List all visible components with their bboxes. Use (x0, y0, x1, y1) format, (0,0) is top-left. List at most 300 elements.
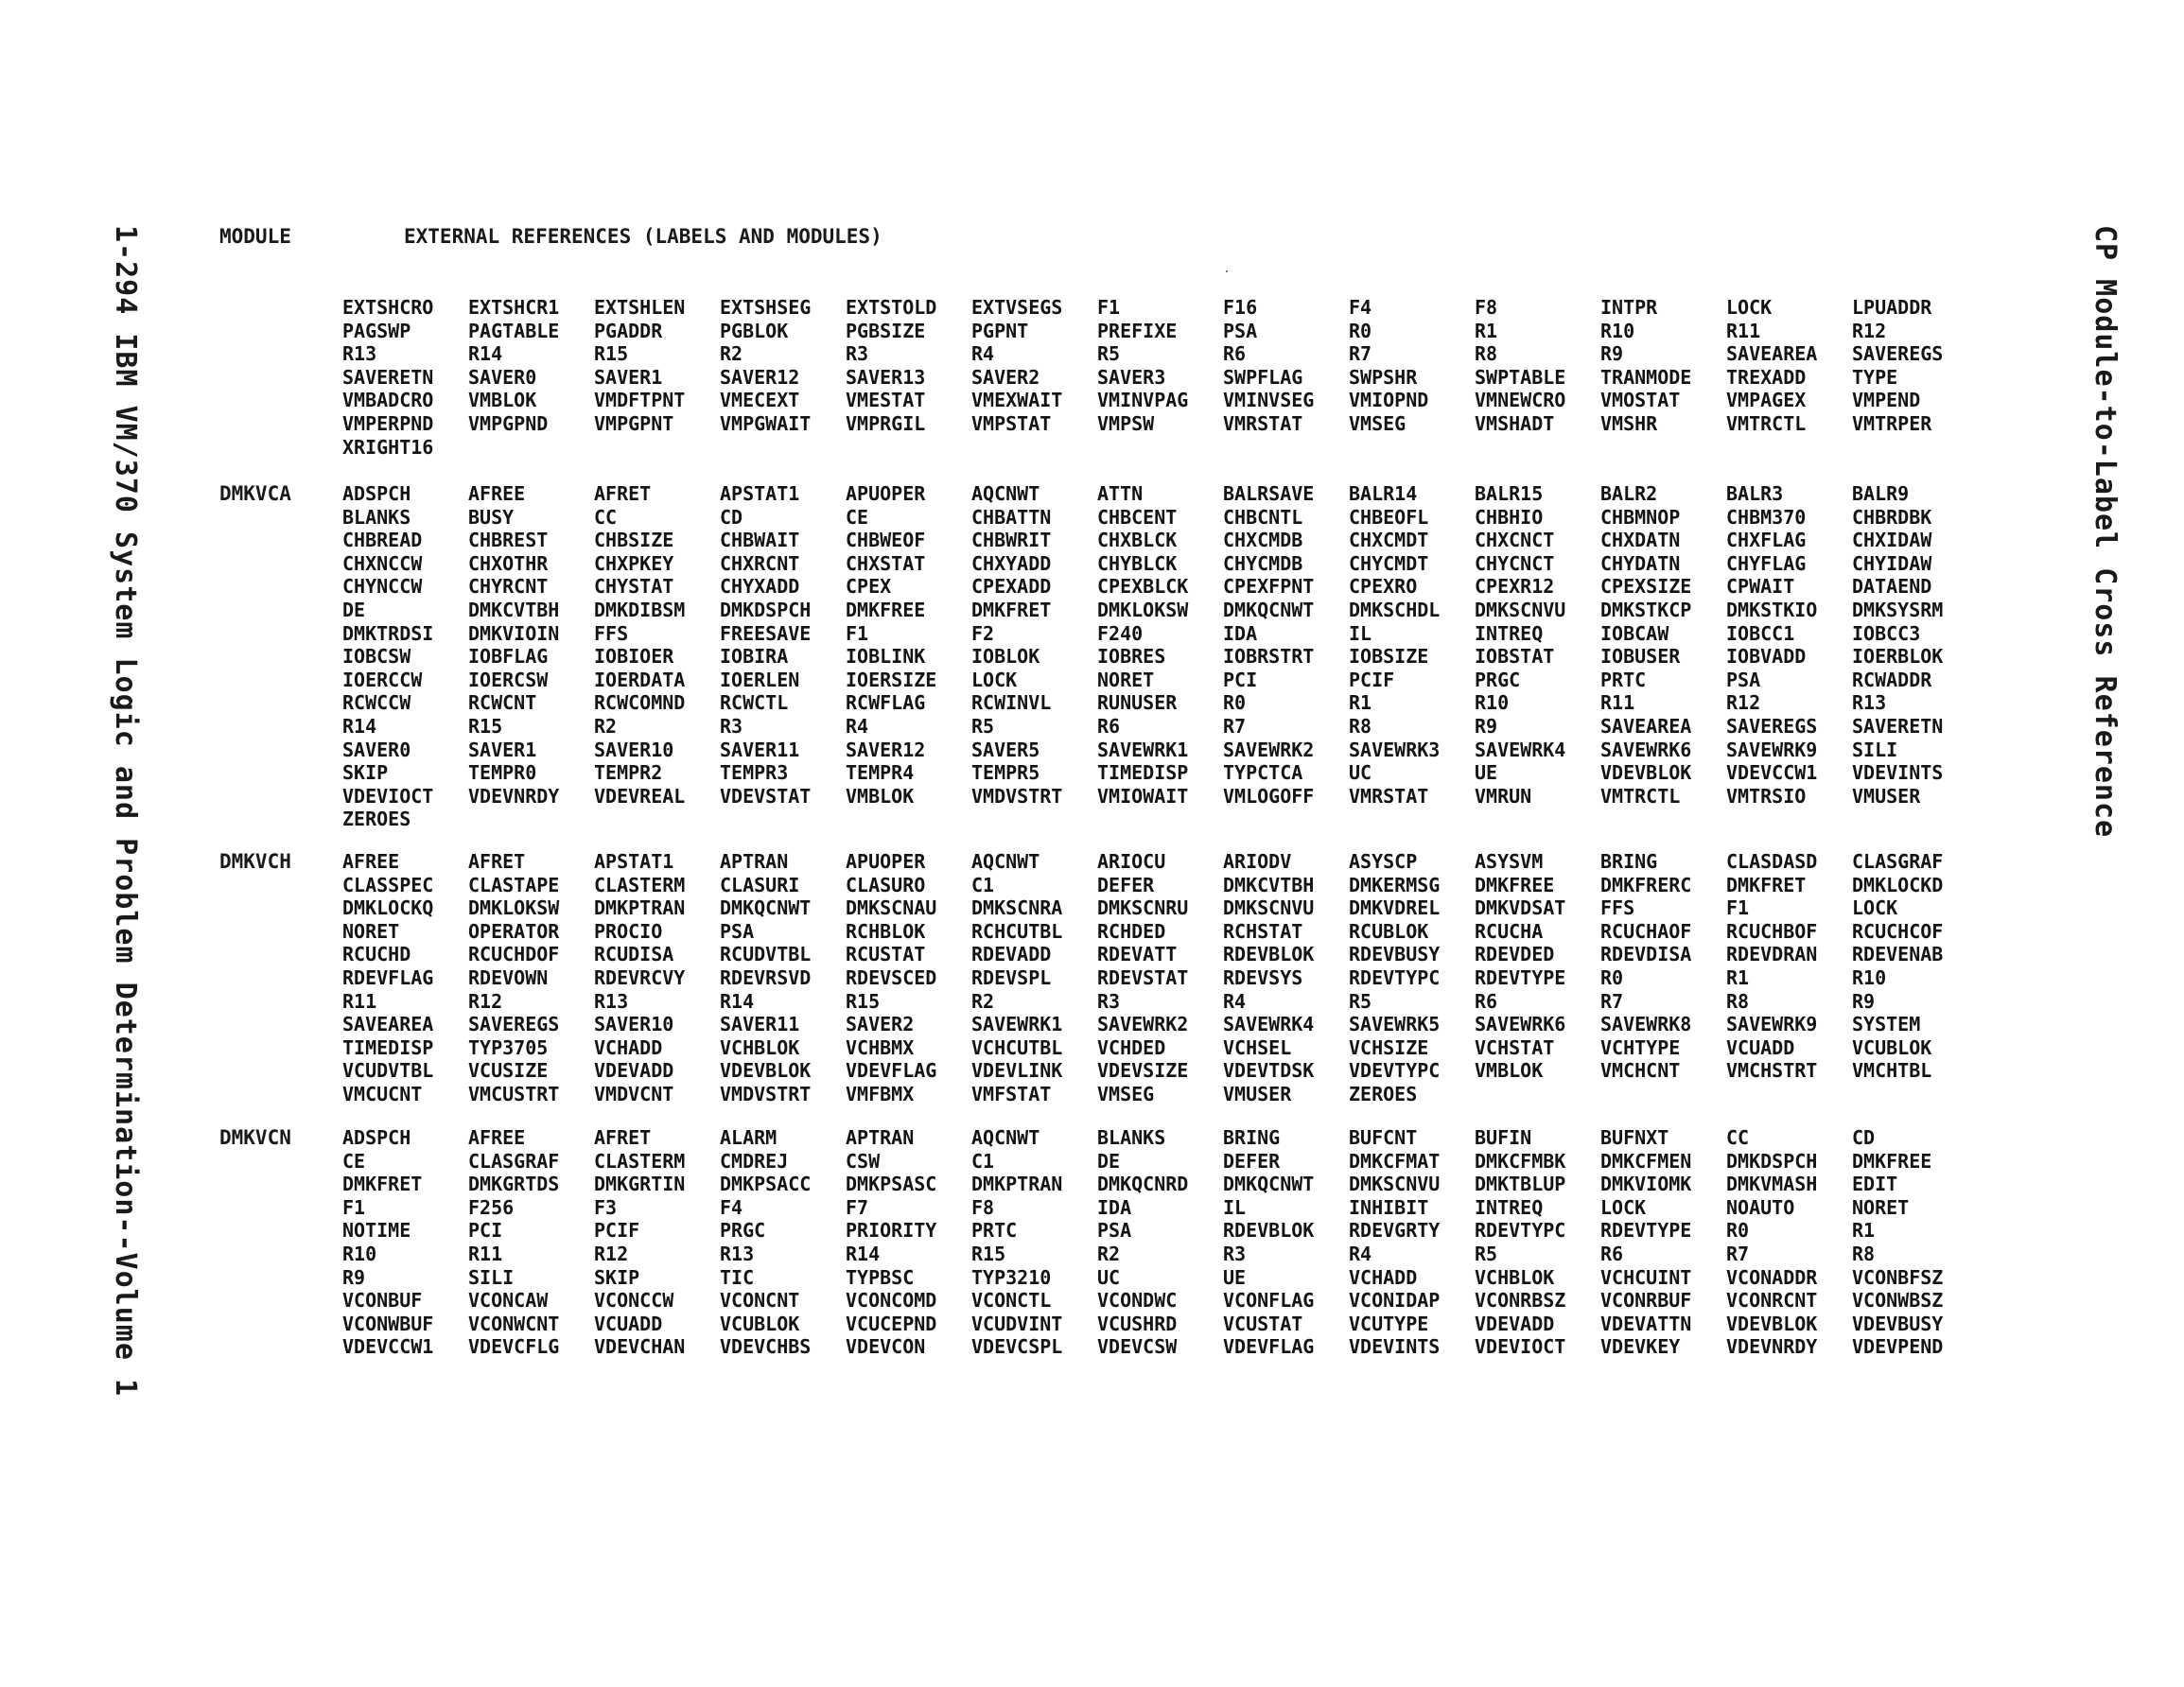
reference-label: R13 (1852, 691, 1887, 715)
reference-label: DMKCVTBH (1223, 873, 1315, 896)
reference-label: VCONBUF (342, 1289, 423, 1313)
reference-label: SAVEAREA (1600, 714, 1692, 738)
reference-label: DMKSCNAU (846, 896, 937, 920)
reference-label: DMKPSASC (846, 1173, 937, 1196)
reference-label: DMKSCNRA (971, 896, 1063, 920)
reference-label: R8 (1349, 714, 1372, 738)
reference-label: SWPFLAG (1223, 365, 1303, 389)
reference-label: R3 (720, 714, 743, 738)
reference-label: AFREE (342, 850, 400, 873)
reference-label: BLANKS (342, 505, 411, 529)
reference-label: SAVER3 (1097, 365, 1166, 389)
reference-label: SAVEWRK4 (1223, 1013, 1315, 1036)
reference-label: CHYNCCW (342, 575, 423, 599)
reference-label: CLASGRAF (468, 1149, 560, 1173)
reference-label: TIMEDISP (1097, 761, 1189, 785)
reference-label: APTRAN (846, 1126, 915, 1149)
reference-label: R6 (1097, 714, 1121, 738)
reference-label: PSA (1097, 1219, 1132, 1243)
reference-label: DMKVMASH (1726, 1173, 1818, 1196)
reference-label: R15 (468, 714, 503, 738)
reference-label: CHXPKEY (594, 551, 674, 575)
reference-label: TREXADD (1726, 365, 1807, 389)
reference-label: RDEVBUSY (1349, 943, 1441, 966)
reference-label: SAVER0 (468, 365, 537, 389)
reference-label: SKIP (342, 761, 389, 785)
reference-label: RDEVBLOK (1223, 1219, 1315, 1243)
reference-label: VMPRGIL (846, 411, 926, 435)
reference-label: R15 (971, 1242, 1006, 1265)
reference-label: RUNUSER (1097, 691, 1178, 715)
reference-label: ZEROES (342, 808, 411, 831)
reference-label: VCUADD (1726, 1035, 1795, 1059)
reference-label: VCUTYPE (1349, 1312, 1429, 1335)
reference-label: R11 (342, 989, 377, 1013)
reference-label: DMKFREE (846, 598, 926, 621)
reference-label: INTREQ (1475, 1195, 1544, 1219)
reference-label: RCWFLAG (846, 691, 926, 715)
reference-label: DMKVIOIN (468, 621, 560, 645)
reference-label: SAVER11 (720, 738, 800, 761)
reference-label: RDEVTYPC (1349, 965, 1441, 989)
reference-label: SAVEWRK6 (1475, 1013, 1566, 1036)
reference-label: DMKPSACC (720, 1173, 812, 1196)
reference-label: CLASURI (720, 873, 800, 896)
reference-label: F3 (594, 1195, 618, 1219)
reference-label: VDEVTDSK (1223, 1059, 1315, 1083)
reference-label: VDEVNRDY (468, 784, 560, 808)
reference-label: IOBLOK (971, 645, 1040, 669)
reference-label: BRING (1600, 850, 1658, 873)
reference-label: BALR9 (1852, 482, 1910, 505)
reference-label: R14 (342, 714, 377, 738)
reference-label: CPEXBLCK (1097, 575, 1189, 599)
reference-label: VCONWCNT (468, 1312, 560, 1335)
reference-label: PCI (468, 1219, 503, 1243)
reference-label: ADSPCH (342, 482, 411, 505)
reference-label: SAVER12 (720, 365, 800, 389)
reference-label: CHBWAIT (720, 529, 800, 552)
reference-label: TYPBSC (846, 1265, 915, 1289)
reference-label: VCHSEL (1223, 1035, 1292, 1059)
reference-label: VCUDVTBL (342, 1059, 434, 1083)
reference-label: VCUBLOK (1852, 1035, 1932, 1059)
reference-label: R0 (1223, 691, 1247, 715)
reference-label: DMKCFMEN (1600, 1149, 1692, 1173)
reference-label: PAGTABLE (468, 319, 560, 342)
reference-label: PSA (720, 919, 755, 943)
reference-label: ASYSVM (1475, 850, 1544, 873)
reference-label: R5 (1475, 1242, 1498, 1265)
reference-label: BUSY (468, 505, 515, 529)
reference-label: VDEVNRDY (1726, 1335, 1818, 1359)
reference-label: EXTSHCRO (342, 296, 434, 319)
reference-label: R12 (1726, 691, 1761, 715)
reference-label: VMIOWAIT (1097, 784, 1189, 808)
reference-label: SAVEREGS (1852, 342, 1944, 366)
reference-label: RCWADDR (1852, 668, 1932, 691)
reference-label: UC (1349, 761, 1372, 785)
reference-label: PRGC (720, 1219, 766, 1243)
reference-label: DMKFRET (342, 1173, 423, 1196)
reference-label: R10 (1475, 691, 1510, 715)
reference-label: SAVEWRK3 (1349, 738, 1441, 761)
reference-label: DMKVDREL (1349, 896, 1441, 920)
reference-label: TEMPR4 (846, 761, 915, 785)
reference-label: R6 (1600, 1242, 1624, 1265)
reference-label: SAVER1 (594, 365, 663, 389)
reference-label: RDEVSPL (971, 965, 1052, 989)
reference-label: VDEVSIZE (1097, 1059, 1189, 1083)
reference-label: R15 (846, 989, 881, 1013)
reference-label: SAVEREGS (468, 1013, 560, 1036)
reference-label: VCONCTL (971, 1289, 1052, 1313)
reference-label: NOAUTO (1726, 1195, 1795, 1219)
reference-label: R4 (971, 342, 995, 366)
reference-label: TIC (720, 1265, 755, 1289)
reference-label: VMPGPND (468, 411, 549, 435)
reference-label: SAVEWRK1 (1097, 738, 1189, 761)
reference-label: LOCK (971, 668, 1018, 691)
reference-label: CLASTERM (594, 1149, 686, 1173)
reference-label: IOBRES (1097, 645, 1166, 669)
reference-label: VCHSIZE (1349, 1035, 1429, 1059)
reference-label: VCONDWC (1097, 1289, 1178, 1313)
reference-label: CHBHIO (1475, 505, 1544, 529)
reference-label: VMDVSTRT (720, 1082, 812, 1105)
reference-label: SAVEREGS (1726, 714, 1818, 738)
reference-label: VMLOGOFF (1223, 784, 1315, 808)
reference-label: R5 (971, 714, 995, 738)
reference-label: VMBLOK (1475, 1059, 1544, 1083)
reference-label: PGPNT (971, 319, 1029, 342)
reference-label: BRING (1223, 1126, 1281, 1149)
reference-label: VCHADD (1349, 1265, 1418, 1289)
references-grid (342, 1126, 1978, 1359)
reference-label: RCUCHD (342, 943, 411, 966)
reference-label: R2 (594, 714, 618, 738)
reference-label: APUOPER (846, 850, 926, 873)
reference-label: EDIT (1852, 1173, 1898, 1196)
reference-label: RDEVATT (1097, 943, 1178, 966)
reference-label: R4 (846, 714, 869, 738)
reference-label: VCONCOMD (846, 1289, 937, 1313)
reference-label: UC (1097, 1265, 1121, 1289)
reference-label: R0 (1349, 319, 1372, 342)
reference-label: IOERLEN (720, 668, 800, 691)
reference-label: RCUDISA (594, 943, 674, 966)
reference-label: DMKPTRAN (971, 1173, 1063, 1196)
references-grid (342, 482, 1978, 831)
reference-label: PRIORITY (846, 1219, 937, 1243)
reference-label: SAVER2 (971, 365, 1040, 389)
reference-label: VMDVCNT (594, 1082, 674, 1105)
reference-label: DMKFRET (971, 598, 1052, 621)
reference-label: SAVEWRK6 (1600, 738, 1692, 761)
reference-label: R5 (1349, 989, 1372, 1013)
reference-label: DMKCVTBH (468, 598, 560, 621)
reference-label: VDEVREAL (594, 784, 686, 808)
reference-label: PGBSIZE (846, 319, 926, 342)
reference-label: R8 (1475, 342, 1498, 366)
reference-label: SWPTABLE (1475, 365, 1566, 389)
reference-label: R11 (1726, 319, 1761, 342)
reference-label: CHYDATN (1600, 551, 1681, 575)
reference-label: SAVER10 (594, 1013, 674, 1036)
reference-label: EXTSHCR1 (468, 296, 560, 319)
reference-label: VCUDVINT (971, 1312, 1063, 1335)
reference-label: SILI (1852, 738, 1898, 761)
reference-label: ATTN (1097, 482, 1144, 505)
reference-label: VDEVINTS (1349, 1335, 1441, 1359)
module-name: DMKVCA (219, 482, 291, 505)
reference-label: CHYXADD (720, 575, 800, 599)
reference-label: BUFNXT (1600, 1126, 1669, 1149)
reference-label: R10 (1852, 965, 1887, 989)
reference-label: CHXCMDT (1349, 529, 1429, 552)
reference-label: VMNEWCRO (1475, 389, 1566, 412)
reference-label: DMKQCNWT (1223, 598, 1315, 621)
reference-label: IOERBLOK (1852, 645, 1944, 669)
reference-label: CC (1726, 1126, 1750, 1149)
reference-label: VCONWBSZ (1852, 1289, 1944, 1313)
reference-label: PAGSWP (342, 319, 411, 342)
reference-label: VDEVCFLG (468, 1335, 560, 1359)
reference-label: VMBLOK (468, 389, 537, 412)
reference-label: SAVER12 (846, 738, 926, 761)
reference-label: DMKFREE (1852, 1149, 1932, 1173)
reference-label: VCHBMX (846, 1035, 915, 1059)
reference-label: DMKQCNWT (720, 896, 812, 920)
reference-label: CHBSIZE (594, 529, 674, 552)
reference-label: VMIOPND (1349, 389, 1429, 412)
reference-label: UE (1223, 1265, 1247, 1289)
reference-label: IOBCAW (1600, 621, 1669, 645)
reference-label: CPEXSIZE (1600, 575, 1692, 599)
reference-label: R8 (1852, 1242, 1876, 1265)
reference-label: IOERDATA (594, 668, 686, 691)
reference-label: R10 (342, 1242, 377, 1265)
reference-label: BLANKS (1097, 1126, 1166, 1149)
reference-label: VCUCEPND (846, 1312, 937, 1335)
reference-label: VDEVADD (1475, 1312, 1555, 1335)
reference-label: CHXOTHR (468, 551, 549, 575)
reference-label: VCONFLAG (1223, 1289, 1315, 1313)
reference-label: DATAEND (1852, 575, 1932, 599)
reference-label: RDEVENAB (1852, 943, 1944, 966)
reference-label: RCHSTAT (1223, 919, 1303, 943)
reference-label: VDEVPEND (1852, 1335, 1944, 1359)
reference-label: CLASTERM (594, 873, 686, 896)
reference-label: VCUSTAT (1223, 1312, 1303, 1335)
reference-label: SAVEWRK2 (1223, 738, 1315, 761)
reference-label: R14 (468, 342, 503, 366)
reference-label: CHBEOFL (1349, 505, 1429, 529)
reference-label: FREESAVE (720, 621, 812, 645)
reference-label: F1 (846, 621, 869, 645)
reference-label: DMKTRDSI (342, 621, 434, 645)
reference-label: RDEVTYPC (1475, 1219, 1566, 1243)
reference-label: SAVEWRK5 (1349, 1013, 1441, 1036)
reference-label: DE (342, 598, 366, 621)
reference-label: R15 (594, 342, 629, 366)
reference-label: VMESTAT (846, 389, 926, 412)
reference-label: R2 (1097, 1242, 1121, 1265)
reference-label: VMCHCNT (1600, 1059, 1681, 1083)
reference-label: R4 (1223, 989, 1247, 1013)
reference-label: LOCK (1726, 296, 1773, 319)
reference-label: RCHDED (1097, 919, 1166, 943)
reference-label: TYP3210 (971, 1265, 1052, 1289)
reference-label: VMPEND (1852, 389, 1921, 412)
reference-label: R11 (468, 1242, 503, 1265)
reference-label: VCHCUINT (1600, 1265, 1692, 1289)
reference-label: RCUDVTBL (720, 943, 812, 966)
reference-label: TYP3705 (468, 1035, 549, 1059)
reference-label: RDEVSTAT (1097, 965, 1189, 989)
reference-label: RDEVDED (1475, 943, 1555, 966)
reference-label: APTRAN (720, 850, 789, 873)
reference-label: PCIF (594, 1219, 640, 1243)
reference-label: F1 (1097, 296, 1121, 319)
reference-label: VMTRPER (1852, 411, 1932, 435)
reference-label: DEFER (1223, 1149, 1281, 1173)
reference-label: VMFSTAT (971, 1082, 1052, 1105)
reference-label: SAVEAREA (342, 1013, 434, 1036)
reference-label: DMKSCNVU (1223, 896, 1315, 920)
reference-label: IOBVADD (1726, 645, 1807, 669)
reference-label: FFS (594, 621, 629, 645)
reference-label: RDEVRCVY (594, 965, 686, 989)
reference-label: VCHADD (594, 1035, 663, 1059)
reference-label: BALR2 (1600, 482, 1658, 505)
reference-label: VMCUCNT (342, 1082, 423, 1105)
reference-label: IOBUSER (1600, 645, 1681, 669)
reference-label: LOCK (1852, 896, 1898, 920)
reference-label: R3 (1223, 1242, 1247, 1265)
reference-label: VCUBLOK (720, 1312, 800, 1335)
reference-label: SAVEWRK9 (1726, 738, 1818, 761)
reference-label: SAVEWRK1 (971, 1013, 1063, 1036)
reference-label: RDEVGRTY (1349, 1219, 1441, 1243)
reference-label: BALR3 (1726, 482, 1784, 505)
reference-label: EXTSTOLD (846, 296, 937, 319)
reference-label: CHXCMDB (1223, 529, 1303, 552)
reference-label: NORET (1097, 668, 1155, 691)
reference-label: R1 (1475, 319, 1498, 342)
reference-label: IOERSIZE (846, 668, 937, 691)
reference-label: PSA (1726, 668, 1761, 691)
reference-label: DE (1097, 1149, 1121, 1173)
reference-label: XRIGHT16 (342, 435, 434, 459)
reference-label: CPEXR12 (1475, 575, 1555, 599)
reference-label: CHYCNCT (1475, 551, 1555, 575)
reference-label: CC (594, 505, 618, 529)
reference-label: RDEVADD (971, 943, 1052, 966)
reference-label: F4 (1349, 296, 1372, 319)
reference-label: RCWINVL (971, 691, 1052, 715)
reference-label: VCHBLOK (1475, 1265, 1555, 1289)
reference-label: RCUCHBOF (1726, 919, 1818, 943)
reference-label: CLASGRAF (1852, 850, 1944, 873)
reference-label: DMKQCNRD (1097, 1173, 1189, 1196)
reference-label: R10 (1600, 319, 1635, 342)
reference-label: VMBADCRO (342, 389, 434, 412)
reference-label: F1 (342, 1195, 366, 1219)
reference-label: DMKCFMBK (1475, 1149, 1566, 1173)
reference-label: ASYSCP (1349, 850, 1418, 873)
reference-label: R7 (1349, 342, 1372, 366)
reference-label: DEFER (1097, 873, 1155, 896)
reference-label: VCUSHRD (1097, 1312, 1178, 1335)
reference-label: PRTC (971, 1219, 1018, 1243)
reference-label: VMDVSTRT (971, 784, 1063, 808)
reference-label: F4 (720, 1195, 743, 1219)
reference-label: CPEXRO (1349, 575, 1418, 599)
reference-label: IOERCSW (468, 668, 549, 691)
reference-label: VCONRBSZ (1475, 1289, 1566, 1313)
reference-label: R1 (1726, 965, 1750, 989)
reference-label: VDEVCCW1 (1726, 761, 1818, 785)
reference-label: BALR15 (1475, 482, 1544, 505)
reference-label: CE (846, 505, 869, 529)
reference-label: R1 (1852, 1219, 1876, 1243)
reference-label: DMKFREE (1475, 873, 1555, 896)
reference-label: VCHBLOK (720, 1035, 800, 1059)
reference-label: VCONBFSZ (1852, 1265, 1944, 1289)
reference-label: CHYRCNT (468, 575, 549, 599)
reference-label: VCONRBUF (1600, 1289, 1692, 1313)
reference-label: SAVEWRK2 (1097, 1013, 1189, 1036)
reference-label: DMKSCNVU (1475, 598, 1566, 621)
reference-label: IOBSIZE (1349, 645, 1429, 669)
reference-label: CHBREST (468, 529, 549, 552)
reference-label: CHYBLCK (1097, 551, 1178, 575)
reference-label: DMKVIOMK (1600, 1173, 1692, 1196)
reference-label: VMSEG (1097, 1082, 1155, 1105)
header-tick-mark (1226, 270, 1228, 272)
reference-label: VCONRCNT (1726, 1289, 1818, 1313)
reference-label: VDEVCCW1 (342, 1335, 434, 1359)
reference-label: R7 (1726, 1242, 1750, 1265)
reference-label: F256 (468, 1195, 515, 1219)
reference-label: IOERCCW (342, 668, 423, 691)
reference-label: VMCUSTRT (468, 1082, 560, 1105)
reference-label: CHBREAD (342, 529, 423, 552)
reference-label: VDEVBLOK (1726, 1312, 1818, 1335)
reference-label: CHXNCCW (342, 551, 423, 575)
reference-label: VMPSTAT (971, 411, 1052, 435)
reference-label: VMINVSEG (1223, 389, 1315, 412)
reference-label: VCHSTAT (1475, 1035, 1555, 1059)
reference-label: PCI (1223, 668, 1258, 691)
reference-label: F8 (971, 1195, 995, 1219)
reference-label: TEMPR2 (594, 761, 663, 785)
reference-label: BALRSAVE (1223, 482, 1315, 505)
reference-label: IOBCC1 (1726, 621, 1795, 645)
reference-label: IL (1349, 621, 1372, 645)
reference-label: R7 (1223, 714, 1247, 738)
reference-label: RCWCNT (468, 691, 537, 715)
reference-label: VDEVCSW (1097, 1335, 1178, 1359)
reference-label: NORET (342, 919, 400, 943)
reference-label: DMKFRERC (1600, 873, 1692, 896)
reference-label: VDEVATTN (1600, 1312, 1692, 1335)
reference-label: APUOPER (846, 482, 926, 505)
reference-label: R0 (1726, 1219, 1750, 1243)
reference-label: VMRUN (1475, 784, 1532, 808)
reference-label: VCONCNT (720, 1289, 800, 1313)
